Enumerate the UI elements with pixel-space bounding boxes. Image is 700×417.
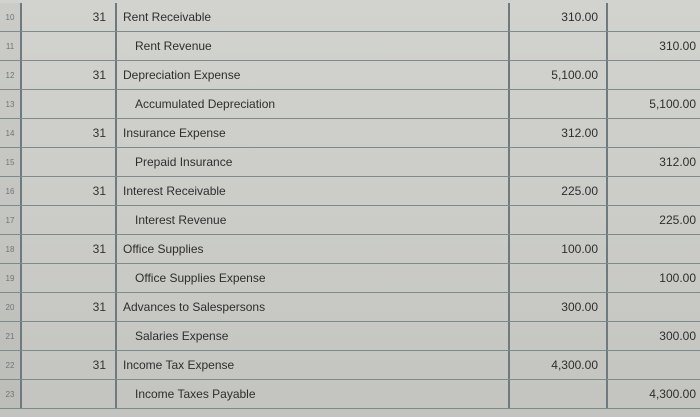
account-cell: Accumulated Depreciation	[115, 90, 508, 118]
credit-cell: 312.00	[606, 148, 700, 176]
credit-cell	[606, 351, 700, 379]
credit-cell	[606, 3, 700, 31]
credit-cell: 4,300.00	[606, 380, 700, 408]
journal-row-21	[0, 322, 700, 351]
journal-row-22	[0, 351, 700, 380]
debit-cell: 300.00	[508, 293, 606, 321]
credit-cell	[606, 119, 700, 147]
date-cell: 31	[92, 10, 106, 24]
line-number: 22	[0, 351, 22, 379]
debit-cell	[508, 90, 606, 118]
debit-cell: 100.00	[508, 235, 606, 263]
debit-cell: 310.00	[508, 3, 606, 31]
journal-row-15	[0, 148, 700, 177]
account-cell: Income Tax Expense	[115, 351, 508, 379]
credit-cell	[606, 61, 700, 89]
journal-row-14	[0, 119, 700, 148]
debit-cell	[508, 148, 606, 176]
date-cell	[22, 90, 115, 118]
credit-cell: 225.00	[606, 206, 700, 234]
date-cell: 31	[92, 126, 106, 140]
account-cell: Depreciation Expense	[115, 61, 508, 89]
date-cell: 31	[92, 184, 106, 198]
journal-row-16	[0, 177, 700, 206]
debit-cell: 225.00	[508, 177, 606, 205]
journal-row-11	[0, 32, 700, 61]
debit-cell: 4,300.00	[508, 351, 606, 379]
credit-cell: 100.00	[606, 264, 700, 292]
account-cell: Rent Revenue	[115, 32, 508, 60]
journal-row-20	[0, 293, 700, 322]
journal-row-17	[0, 206, 700, 235]
debit-cell	[508, 206, 606, 234]
line-number: 12	[0, 61, 22, 89]
date-cell	[22, 148, 115, 176]
account-cell: Prepaid Insurance	[115, 148, 508, 176]
journal-row-19	[0, 264, 700, 293]
date-cell: 31	[92, 358, 106, 372]
debit-cell	[508, 380, 606, 408]
date-cell	[22, 206, 115, 234]
credit-cell	[606, 235, 700, 263]
account-cell: Insurance Expense	[115, 119, 508, 147]
date-cell: 31	[92, 68, 106, 82]
date-cell	[22, 322, 115, 350]
line-number: 10	[0, 3, 22, 31]
line-number: 13	[0, 90, 22, 118]
line-number: 18	[0, 235, 22, 263]
line-number: 21	[0, 322, 22, 350]
debit-cell	[508, 322, 606, 350]
debit-cell	[508, 264, 606, 292]
account-cell: Income Taxes Payable	[115, 380, 508, 408]
account-cell: Interest Revenue	[115, 206, 508, 234]
credit-cell	[606, 293, 700, 321]
debit-cell: 312.00	[508, 119, 606, 147]
date-cell	[22, 32, 115, 60]
journal-row-10	[0, 3, 700, 32]
journal-row-13	[0, 90, 700, 119]
journal-row-12	[0, 61, 700, 90]
account-cell: Rent Receivable	[115, 3, 508, 31]
date-cell: 31	[92, 300, 106, 314]
line-number: 19	[0, 264, 22, 292]
debit-cell	[508, 32, 606, 60]
account-cell: Advances to Salespersons	[115, 293, 508, 321]
credit-cell: 300.00	[606, 322, 700, 350]
credit-cell: 5,100.00	[606, 90, 700, 118]
debit-cell: 5,100.00	[508, 61, 606, 89]
date-cell	[22, 264, 115, 292]
credit-cell: 310.00	[606, 32, 700, 60]
line-number: 20	[0, 293, 22, 321]
line-number: 17	[0, 206, 22, 234]
line-number: 16	[0, 177, 22, 205]
account-cell: Interest Receivable	[115, 177, 508, 205]
line-number: 15	[0, 148, 22, 176]
account-cell: Office Supplies	[115, 235, 508, 263]
line-number: 23	[0, 380, 22, 408]
date-cell	[22, 380, 115, 408]
credit-cell	[606, 177, 700, 205]
journal-row-23	[0, 380, 700, 409]
journal-row-18	[0, 235, 700, 264]
date-cell: 31	[92, 242, 106, 256]
line-number: 11	[0, 32, 22, 60]
account-cell: Office Supplies Expense	[115, 264, 508, 292]
line-number: 14	[0, 119, 22, 147]
account-cell: Salaries Expense	[115, 322, 508, 350]
